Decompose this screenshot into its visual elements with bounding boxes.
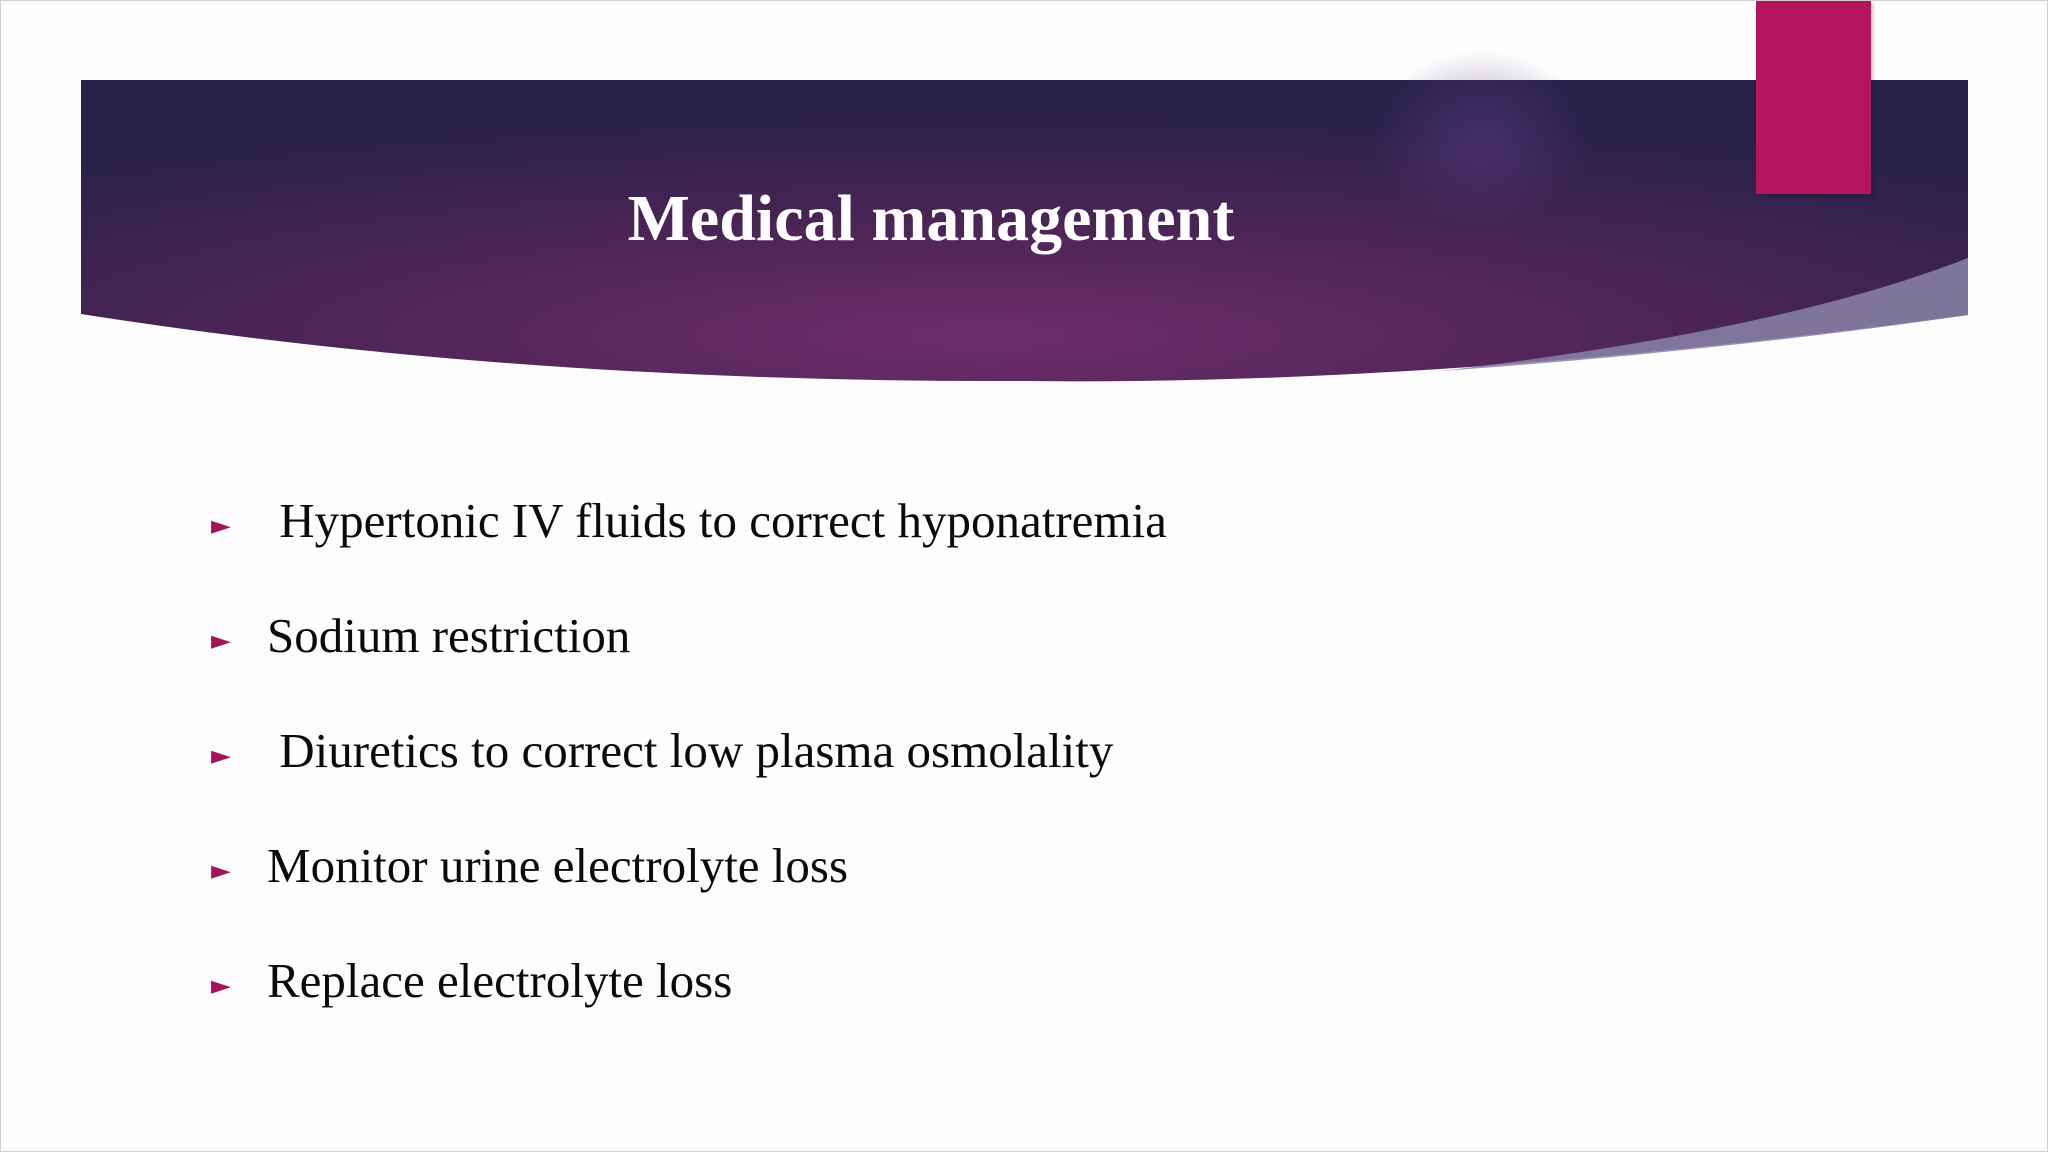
triangle-right-icon: ► [211,970,231,1001]
bullet-item [211,463,1811,578]
triangle-right-icon: ► [211,855,231,886]
accent-tab [1756,1,1871,194]
bullet-list [211,463,1811,1038]
bullet-text: Monitor urine electrolyte loss [267,838,849,893]
bullet-item [211,578,1811,693]
bullet-text: Replace electrolyte loss [267,953,733,1008]
triangle-right-icon: ► [211,625,231,656]
bullet-text: Sodium restriction [267,608,631,663]
bullet-text: Diuretics to correct low plasma osmolality [267,723,1114,778]
slide-title: Medical management [627,182,1235,255]
bullet-item [211,808,1811,923]
bullet-text: Hypertonic IV fluids to correct hyponatremia [267,493,1167,548]
triangle-right-icon: ► [211,740,231,771]
triangle-right-icon: ► [211,510,231,541]
bullet-item [211,923,1811,1038]
bullet-item [211,693,1811,808]
